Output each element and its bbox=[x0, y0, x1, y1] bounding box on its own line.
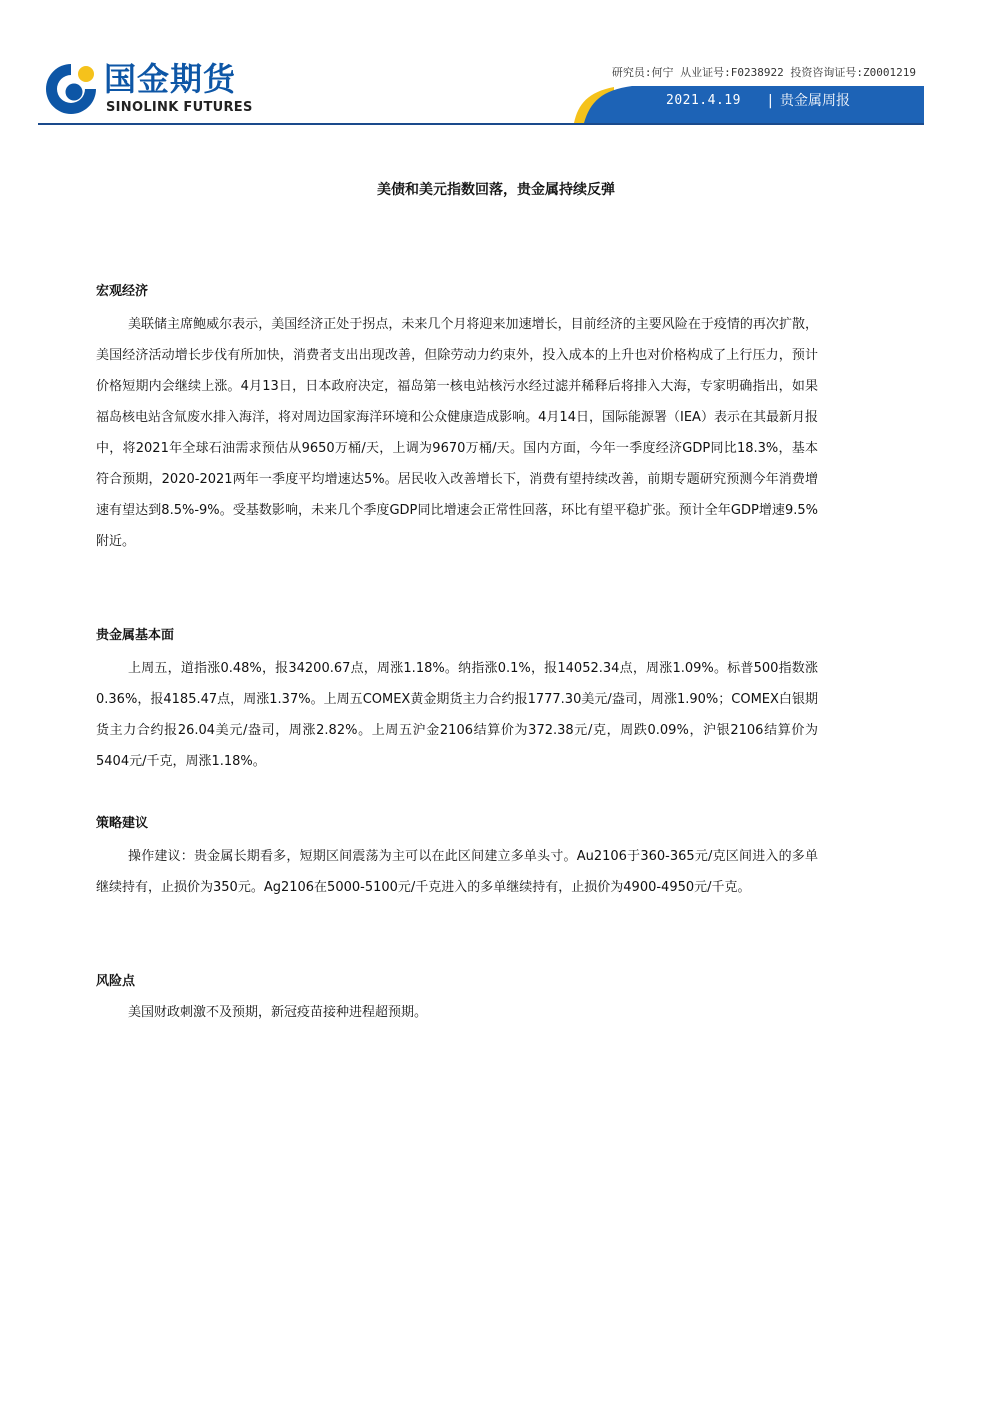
page-header bbox=[0, 0, 992, 130]
section-heading: 宏观经济 bbox=[96, 284, 149, 299]
section-strategy bbox=[96, 814, 818, 903]
section-heading: 风险点 bbox=[96, 974, 136, 989]
section-body: 操作建议：贵金属长期看多，短期区间震荡为主可以在此区间建立多单头寸。Au2106于360-365元/克区间进入的多单继续持有，止损价为350元。Ag2106在5000-5100元/千克进入的多单继续持有，止损价为4900-4950元/千克。 bbox=[96, 849, 818, 895]
header-divider bbox=[38, 123, 924, 125]
logo-chinese-name: 国金期货 bbox=[104, 60, 237, 98]
date-banner bbox=[574, 86, 924, 124]
section-macro-economy bbox=[96, 282, 818, 557]
section-heading: 贵金属基本面 bbox=[96, 628, 175, 643]
document-title: 美债和美元指数回落，贵金属持续反弹 bbox=[377, 182, 615, 198]
section-precious-metals-fundamentals bbox=[96, 626, 818, 777]
analyst-credentials: 研究员:何宁 从业证号:F0238922 投资咨询证号:Z0001219 bbox=[611, 66, 916, 79]
report-date: 2021.4.19 bbox=[666, 93, 741, 108]
section-risks bbox=[96, 972, 818, 1028]
section-body: 美国财政刺激不及预期，新冠疫苗接种进程超预期。 bbox=[128, 1005, 428, 1020]
report-type-label: 贵金属周报 bbox=[780, 93, 850, 109]
section-heading: 策略建议 bbox=[96, 816, 149, 831]
date-banner-shape bbox=[574, 86, 924, 124]
section-body: 美联储主席鲍威尔表示，美国经济正处于拐点，未来几个月将迎来加速增长，目前经济的主要风险在于疫情的再次扩散，美国经济活动增长步伐有所加快，消费者支出出现改善，但除劳动力约束外，投入成本的上升也对价格构成了上行压力，预计价格短期内会继续上涨。4月13日，日本政府决定，福岛第一核电站核污水经过滤并稀释后将排入大海，专家明确指出，如果福岛核电站含氚废水排入海洋，将对周边国家海洋环境和公众健康造成影响。4月14日，国际能源署（IEA）表示在其最新月报中，将2021年全球石油需求预估从9650万桶/天，上调为9670万桶/天。国内方面，今年一季度经济GDP同比18.3%，基本符合预期，2020-2021两年一季度平均增速达5%。居民收入改善增长下，消费有望持续改善，前期专题研究预测今年消费增速有望达到8.5%-9%。受基数影响，未来几个季度GDP同比增速会正常性回落，环比有望平稳扩张。预计全年GDP增速9.5%附近。 bbox=[96, 317, 818, 549]
date-separator: | bbox=[768, 93, 773, 109]
section-body: 上周五，道指涨0.48%，报34200.67点，周涨1.18%。纳指涨0.1%，报14052.34点，周涨1.09%。标普500指数涨0.36%，报4185.47点，周涨1.37%。上周五COMEX黄金期货主力合约报1777.30美元/盎司，周涨1.90%；COMEX白银期货主力合约报26.04美元/盎司，周涨2.82%。上周五沪金2106结算价为372.38元/克，周跌0.09%，沪银2106结算价为5404元/千克，周涨1.18%。 bbox=[96, 661, 818, 769]
sinolink-logo-icon bbox=[42, 60, 100, 118]
logo-english-name: SINOLINK FUTURES bbox=[106, 100, 253, 115]
